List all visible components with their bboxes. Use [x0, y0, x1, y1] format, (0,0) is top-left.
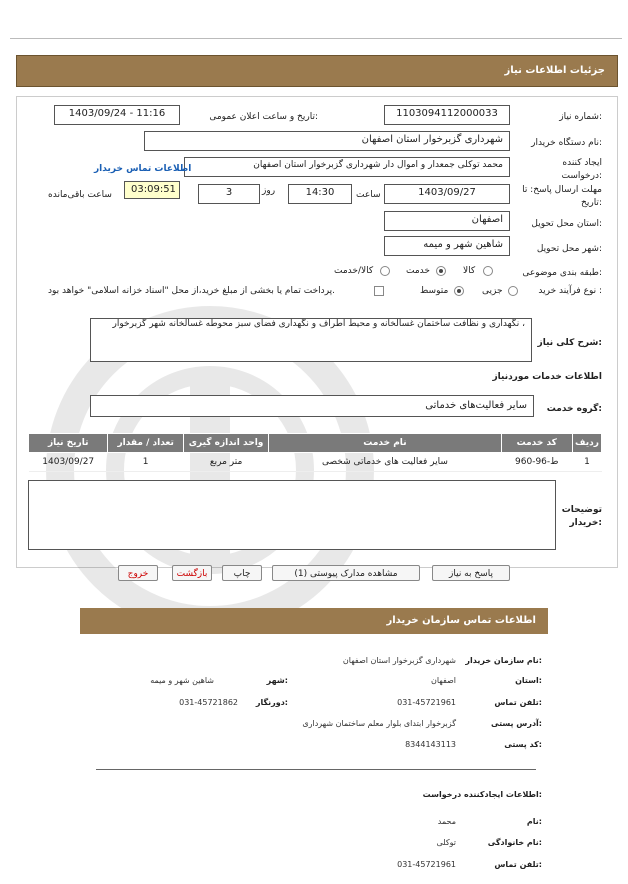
- remaining-timer: 03:09:51: [124, 181, 180, 199]
- process-medium-radio[interactable]: [454, 286, 464, 296]
- need-number-label: شماره نیاز:: [559, 112, 602, 122]
- contact-fax-label: دورنگار:: [255, 698, 288, 707]
- reply-button[interactable]: پاسخ به نیاز: [432, 565, 510, 581]
- buyer-org-field: شهرداری گزبرخوار استان اصفهان: [144, 131, 510, 151]
- creator-field: محمد توکلی جمعدار و اموال دار شهرداری گزبرخوار استان اصفهان: [184, 157, 510, 177]
- contact-org-label: نام سازمان خریدار:: [465, 656, 542, 665]
- contact-phone-label: تلفن تماس:: [494, 698, 542, 707]
- buyer-contact-link[interactable]: اطلاعات تماس خریدار: [94, 164, 192, 174]
- deadline-label: مهلت ارسال پاسخ: تا تاریخ:: [522, 185, 602, 208]
- process-small-label: جزیی: [482, 286, 503, 296]
- cell-need-date: 1403/09/27: [29, 453, 108, 472]
- contact-postal-value: 8344143113: [405, 740, 456, 749]
- contact-phone-value: 031-45721961: [397, 698, 456, 707]
- cell-unit: متر مربع: [183, 453, 268, 472]
- day-label: روز: [262, 186, 276, 196]
- creator-info-title: اطلاعات ایجادکننده درخواست:: [422, 790, 542, 799]
- buyer-notes-label: توضیحات خریدار:: [561, 505, 602, 528]
- cell-row-number: 1: [572, 453, 601, 472]
- contact-province-value: اصفهان: [430, 676, 456, 685]
- table-header-row: [29, 434, 602, 453]
- creator-label: ایجاد کننده درخواست:: [561, 158, 602, 181]
- description-label: شرح کلی نیاز:: [537, 338, 602, 348]
- creator-family-label: نام خانوادگی:: [487, 838, 542, 847]
- col-header-unit: واحد اندازه گیری: [183, 434, 268, 453]
- creator-name-label: نام:: [526, 817, 542, 826]
- category-service-label: خدمت: [406, 266, 430, 276]
- col-header-row-number: ردیف: [572, 434, 601, 453]
- announce-label: تاریخ و ساعت اعلان عمومی:: [209, 112, 318, 122]
- deadline-date-field: 1403/09/27: [384, 184, 510, 204]
- contact-title: اطلاعات تماس سازمان خریدار: [386, 615, 536, 626]
- contact-city-label: شهر:: [266, 676, 288, 685]
- province-label: استان محل تحویل:: [531, 219, 602, 229]
- print-button[interactable]: چاپ: [222, 565, 262, 581]
- treasury-checkbox[interactable]: [374, 286, 384, 296]
- city-field: شاهین شهر و میمه: [384, 236, 510, 256]
- attachments-button[interactable]: مشاهده مدارک پیوستی (1): [272, 565, 420, 581]
- items-table: [28, 433, 602, 472]
- category-label: طبقه بندی موضوعی:: [522, 268, 602, 278]
- contact-province-label: استان:: [515, 676, 542, 685]
- col-header-service-name: نام خدمت: [269, 434, 501, 453]
- buyer-org-label: نام دستگاه خریدار:: [531, 138, 602, 148]
- contact-fax-value: 031-45721862: [179, 698, 238, 707]
- days-field: 3: [198, 184, 260, 204]
- contact-postal-label: کد پستی:: [504, 740, 542, 749]
- cell-service-name: سایر فعالیت های خدماتی شخصی: [269, 453, 501, 472]
- contact-address-label: آدرس پستی:: [491, 719, 542, 728]
- process-label: نوع فرآیند خرید :: [538, 286, 602, 296]
- page-header: [16, 55, 618, 87]
- back-button[interactable]: بازگشت: [172, 565, 212, 581]
- description-field: ، نگهداری و نظافت ساختمان غسالخانه و محیط اطراف و نگهداری فضای سبز محوطه غسالخانه شهر گزبرخوار: [90, 318, 532, 362]
- process-medium-label: متوسط: [420, 286, 449, 296]
- creator-family-value: توکلی: [436, 838, 456, 847]
- col-header-service-code: کد خدمت: [501, 434, 572, 453]
- col-header-need-date: تاریخ نیاز: [29, 434, 108, 453]
- col-header-quantity: تعداد / مقدار: [108, 434, 183, 453]
- need-number-field: 1103094112000033: [384, 105, 510, 125]
- process-small-radio[interactable]: [508, 286, 518, 296]
- category-goods-radio[interactable]: [483, 266, 493, 276]
- service-group-label: گروه خدمت:: [546, 404, 602, 414]
- cell-service-code: ط-96-960: [501, 453, 572, 472]
- creator-phone-label: تلفن تماس:: [494, 860, 542, 869]
- contact-separator: [96, 769, 536, 770]
- category-goods-service-radio[interactable]: [380, 266, 390, 276]
- page-title: جزئیات اطلاعات نیاز: [504, 65, 605, 76]
- contact-org-value: شهرداری گزبرخوار استان اصفهان: [342, 656, 456, 665]
- buyer-notes-field: [28, 480, 556, 550]
- table-row: [29, 453, 602, 472]
- service-group-field: سایر فعالیت‌های خدماتی: [90, 395, 534, 417]
- category-goods-label: کالا: [463, 266, 476, 276]
- deadline-time-field: 14:30: [288, 184, 352, 204]
- cell-quantity: 1: [108, 453, 183, 472]
- city-label: شهر محل تحویل:: [536, 244, 602, 254]
- contact-header: [80, 608, 548, 634]
- announce-field: 1403/09/24 - 11:16: [54, 105, 180, 125]
- remaining-label: ساعت باقی‌مانده: [48, 190, 112, 200]
- category-goods-service-label: کالا/خدمت: [334, 266, 374, 276]
- province-field: اصفهان: [384, 211, 510, 231]
- exit-button[interactable]: خروج: [118, 565, 158, 581]
- creator-name-value: محمد: [437, 817, 456, 826]
- payment-note: پرداخت تمام یا بخشی از مبلغ خرید،از محل "اسناد خزانه اسلامی" خواهد بود.: [48, 286, 336, 296]
- category-service-radio[interactable]: [436, 266, 446, 276]
- services-info-title: اطلاعات خدمات موردنیاز: [492, 372, 602, 382]
- creator-phone-value: 031-45721961: [397, 860, 456, 869]
- top-divider: [10, 38, 622, 39]
- contact-city-value: شاهین شهر و میمه: [150, 676, 214, 685]
- contact-address-value: گزبرخوار ابتدای بلوار معلم ساختمان شهرداری: [302, 719, 456, 728]
- time-label: ساعت: [356, 190, 381, 200]
